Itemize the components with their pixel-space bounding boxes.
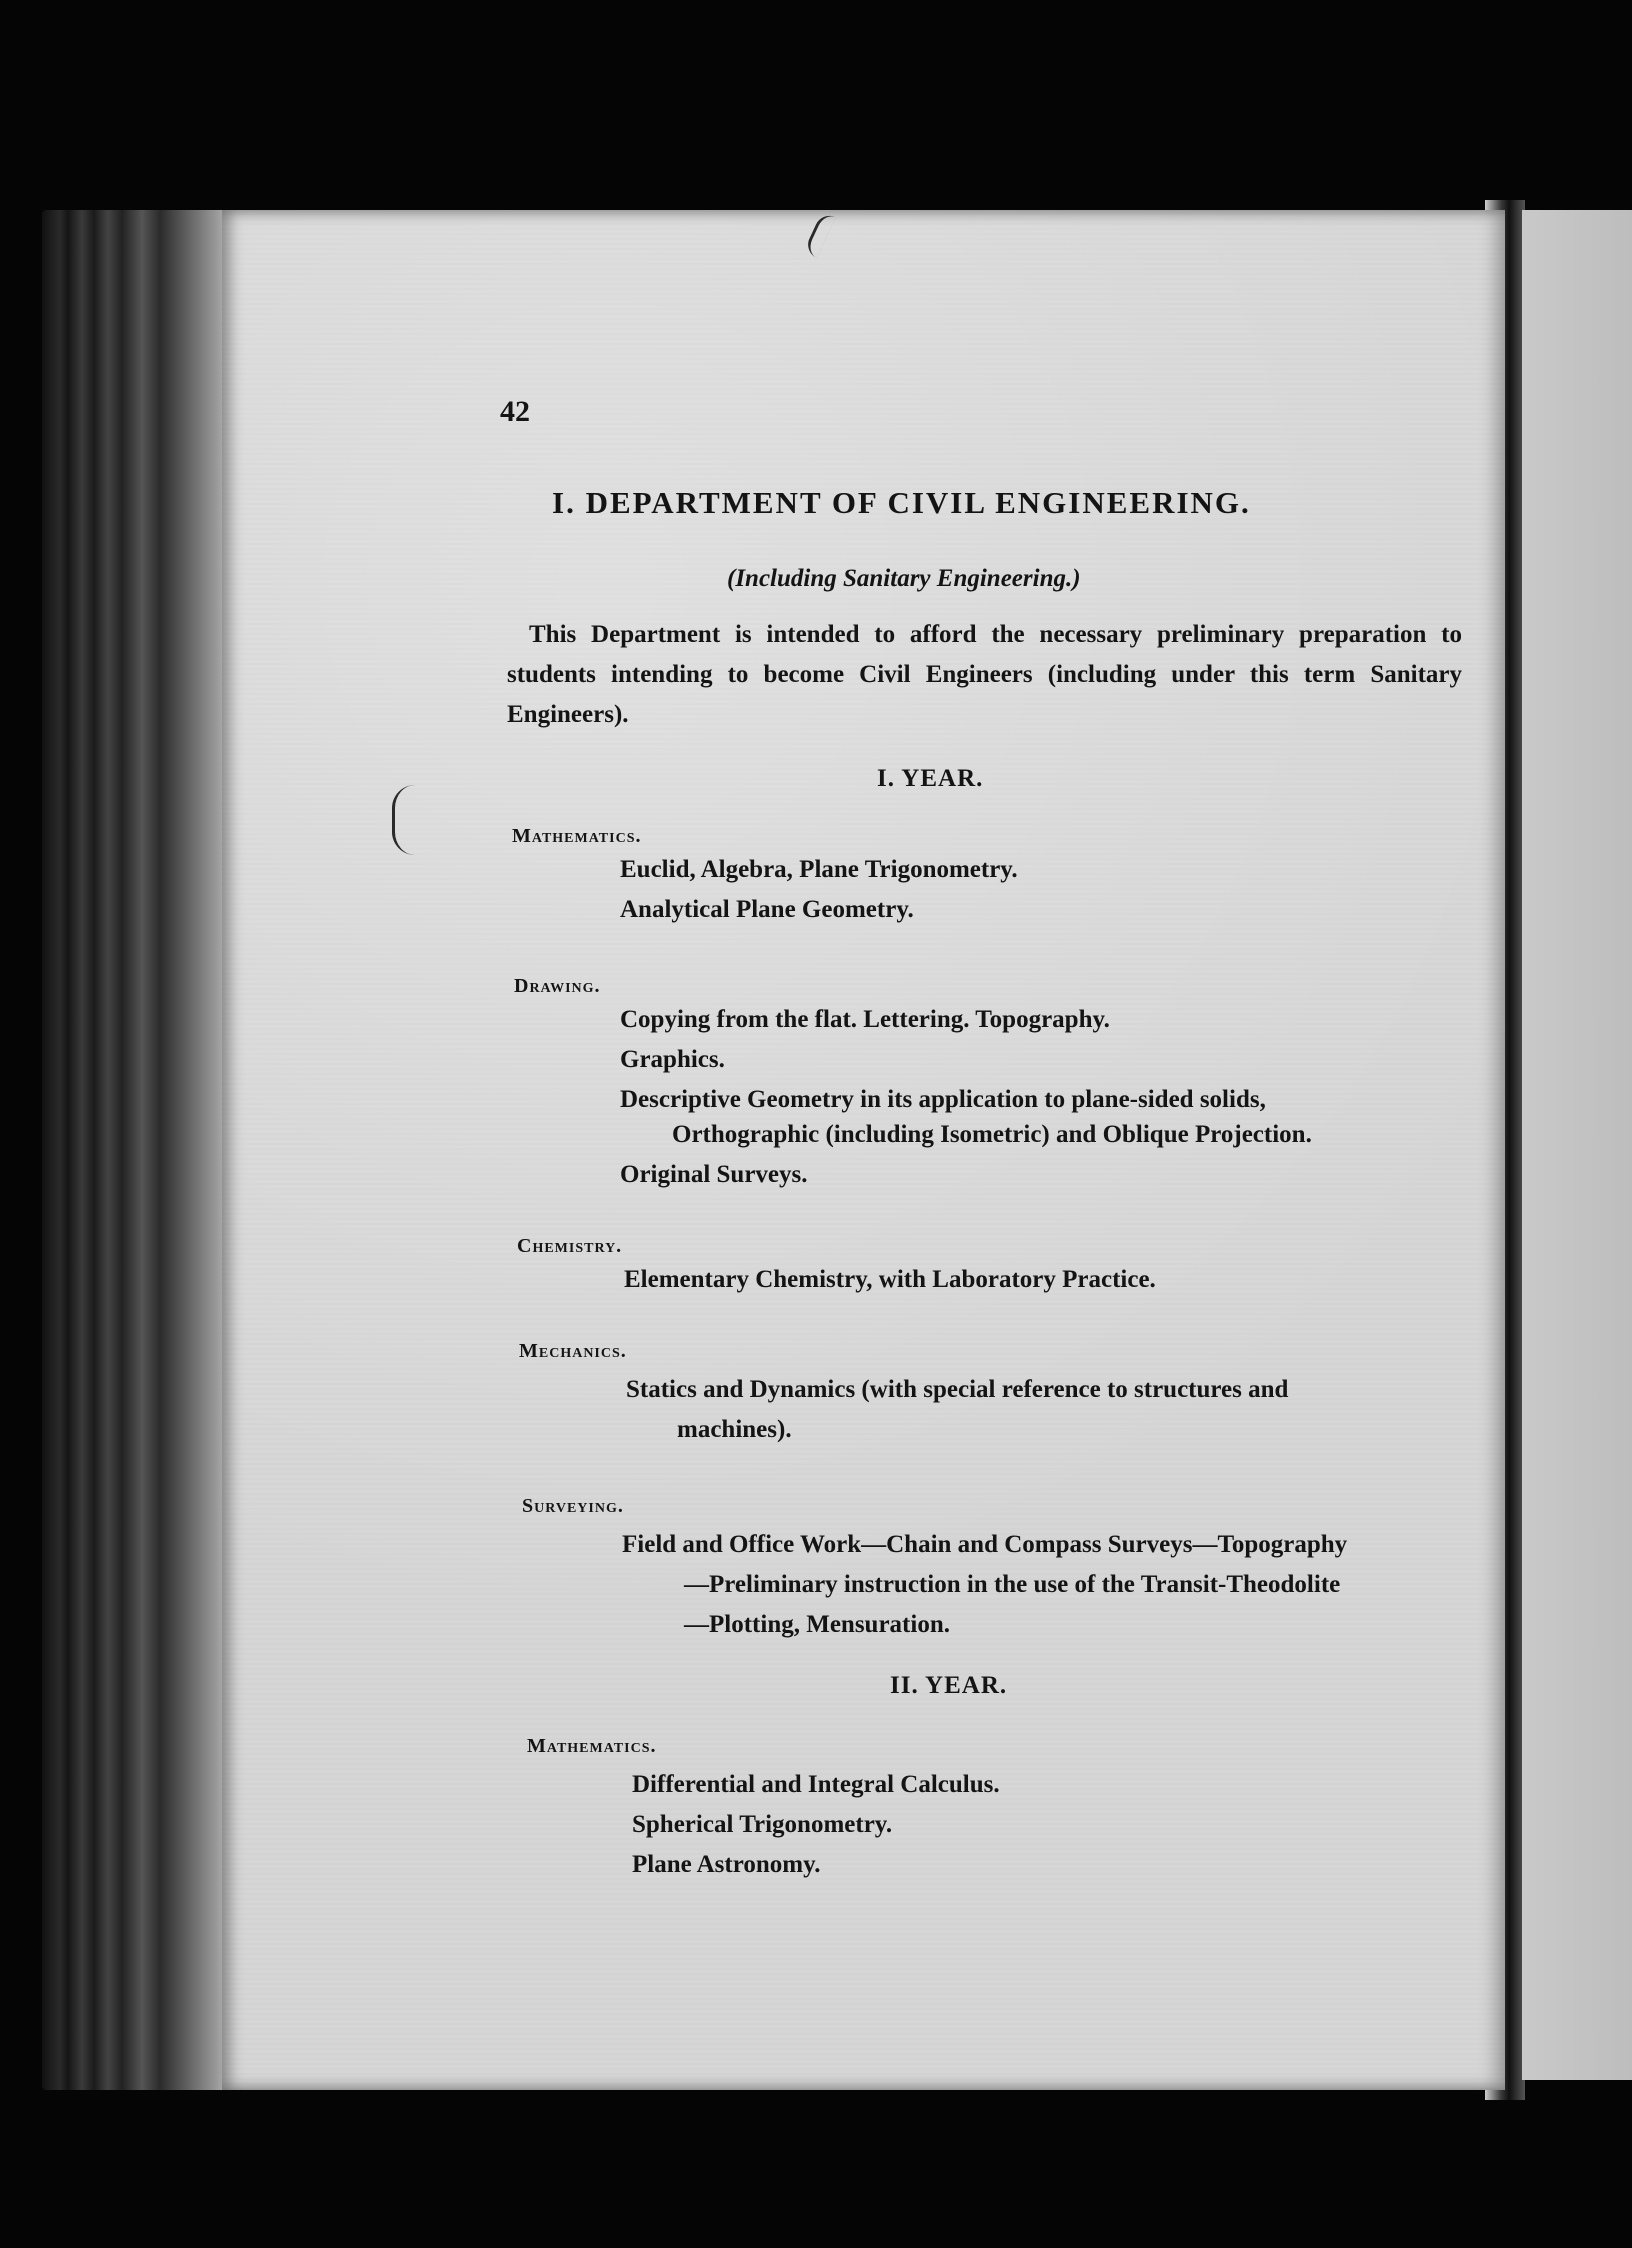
math2-line: Plane Astronomy. [632, 1851, 821, 1878]
book-page-edges [42, 210, 232, 2090]
mechanics-line: Statics and Dynamics (with special reference to structures and [626, 1376, 1289, 1403]
department-subtitle: (Including Sanitary Engineering.) [727, 565, 1081, 592]
drawing-line: Graphics. [620, 1046, 725, 1073]
section-chemistry: Chemistry. [517, 1235, 623, 1257]
surveying-line: —Plotting, Mensuration. [684, 1611, 950, 1638]
mechanics-line: machines). [677, 1416, 792, 1443]
section-mathematics: Mathematics. [512, 825, 642, 847]
section-drawing: Drawing. [514, 975, 601, 997]
surveying-line: —Preliminary instruction in the use of the Transit-Theodolite [684, 1571, 1341, 1598]
department-title: I. DEPARTMENT OF CIVIL ENGINEERING. [552, 485, 1251, 520]
intro-paragraph: This Department is intended to afford the necessary preliminary preparation to students intending to become Civil Engineers (including under this term Sanitary Engineers). [507, 621, 1462, 728]
section-surveying: Surveying. [522, 1495, 624, 1517]
facing-page [1522, 210, 1632, 2080]
math-line: Euclid, Algebra, Plane Trigonometry. [620, 856, 1018, 883]
math2-line: Spherical Trigonometry. [632, 1811, 893, 1838]
math2-line: Differential and Integral Calculus. [632, 1771, 1000, 1798]
year-1-heading: I. YEAR. [877, 765, 984, 792]
math-line: Analytical Plane Geometry. [620, 896, 914, 923]
section-mechanics: Mechanics. [519, 1340, 627, 1362]
section-mathematics-2: Mathematics. [527, 1735, 657, 1757]
page-text [222, 210, 1505, 2090]
drawing-line: Descriptive Geometry in its application to plane-sided solids, [620, 1086, 1266, 1113]
drawing-line: Copying from the flat. Lettering. Topography. [620, 1006, 1110, 1033]
surveying-line: Field and Office Work—Chain and Compass Surveys—Topography [622, 1531, 1348, 1558]
year-2-heading: II. YEAR. [890, 1672, 1008, 1699]
chemistry-line: Elementary Chemistry, with Laboratory Practice. [624, 1266, 1156, 1293]
drawing-line: Orthographic (including Isometric) and Oblique Projection. [672, 1121, 1312, 1148]
book-page [222, 210, 1505, 2090]
drawing-line: Original Surveys. [620, 1161, 808, 1188]
page-number: 42 [500, 395, 530, 428]
